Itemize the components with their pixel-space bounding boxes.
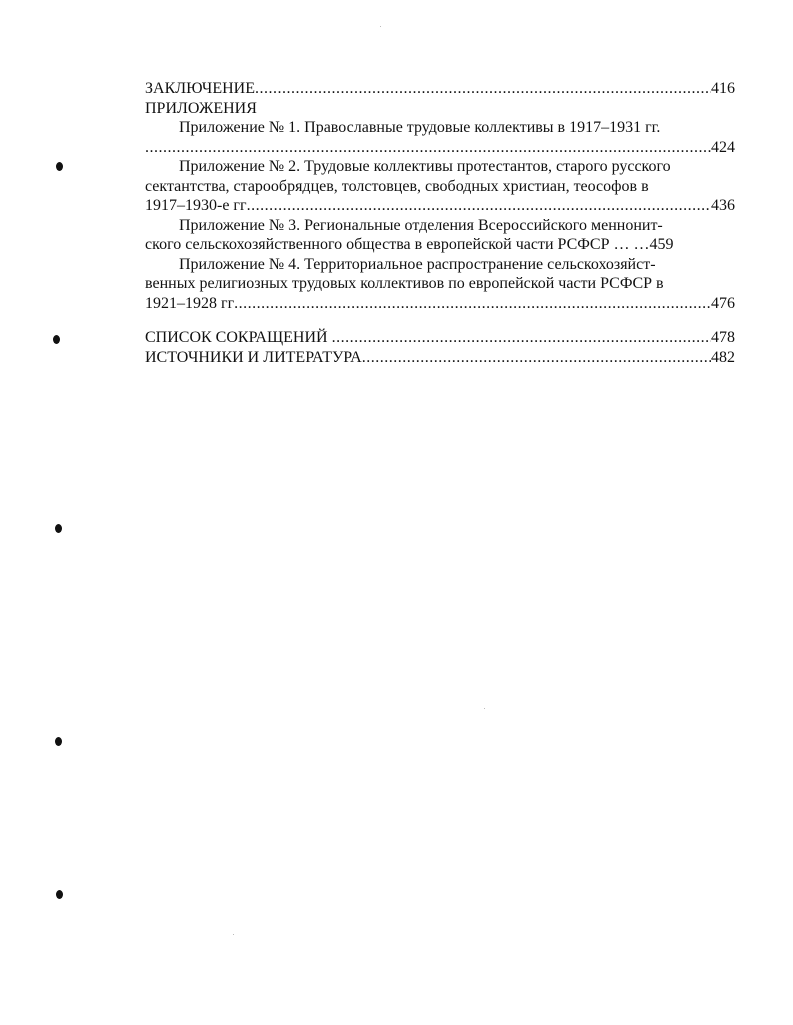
toc-entry-app4-line3 xyxy=(145,294,735,314)
toc-entry-title: ИСТОЧНИКИ И ЛИТЕРАТУРА xyxy=(145,348,362,366)
toc-entry-app1-line1: Приложение № 1. Православные трудовые коллективы в 1917–1931 гг. xyxy=(179,119,661,136)
toc-entry-app2-line2: сектантства, старообрядцев, толстовцев, свободных христиан, теософов в xyxy=(145,177,649,195)
dot-leader xyxy=(247,196,711,216)
toc-entry-text: 1917–1930-е гг xyxy=(145,197,247,214)
toc-page-number: 424 xyxy=(711,138,735,156)
scan-speck xyxy=(233,934,234,935)
toc-entry-app3-line2 xyxy=(145,235,735,255)
dot-leader xyxy=(255,79,711,99)
toc-entry-app1-leader-line xyxy=(145,138,735,158)
toc-entry-title: СПИСОК СОКРАЩЕНИЙ xyxy=(145,329,332,346)
toc-entry-conclusion xyxy=(145,79,735,99)
toc-entry-abbreviations xyxy=(145,328,735,348)
punch-hole-1 xyxy=(56,162,63,171)
toc-page-number: 459 xyxy=(649,236,674,253)
toc-spacer xyxy=(145,313,735,328)
dot-leader xyxy=(332,328,711,348)
toc-page-number: 416 xyxy=(711,80,735,97)
toc-entry-app3-line1: Приложение № 3. Региональные отделения Всероссийского меннонит- xyxy=(179,216,663,234)
toc-entry-sources xyxy=(145,348,735,368)
toc-entry-app4-line1: Приложение № 4. Территориальное распространение сельскохозяйст- xyxy=(179,255,656,273)
toc-entry-app2-line3 xyxy=(145,196,735,216)
dot-leader xyxy=(234,294,711,314)
toc-page-number: 482 xyxy=(711,348,735,366)
toc-page-number: 478 xyxy=(711,329,735,346)
punch-hole-2 xyxy=(53,335,60,344)
toc-entry-app4-line2: венных религиозных трудовых коллективов по европейской части РСФСР в xyxy=(145,275,664,292)
table-of-contents xyxy=(145,79,735,367)
punch-hole-5 xyxy=(56,890,63,899)
toc-entry-app2-line1: Приложение № 2. Трудовые коллективы протестантов, старого русского xyxy=(179,158,671,175)
toc-entry-title: ЗАКЛЮЧЕНИЕ xyxy=(145,80,255,97)
scan-speck xyxy=(380,26,381,27)
toc-page-number: 476 xyxy=(711,294,735,312)
punch-hole-3 xyxy=(55,524,62,533)
toc-page-number: 436 xyxy=(711,197,735,214)
toc-entry-text: 1921–1928 гг xyxy=(145,294,235,312)
dot-leader xyxy=(362,348,711,368)
punch-hole-4 xyxy=(55,737,62,746)
dot-leader xyxy=(145,138,711,158)
toc-entry-text: ского сельскохозяйственного общества в европейской части РСФСР … … xyxy=(145,236,650,253)
toc-heading-appendices: ПРИЛОЖЕНИЯ xyxy=(145,99,257,117)
scan-speck xyxy=(484,708,485,709)
